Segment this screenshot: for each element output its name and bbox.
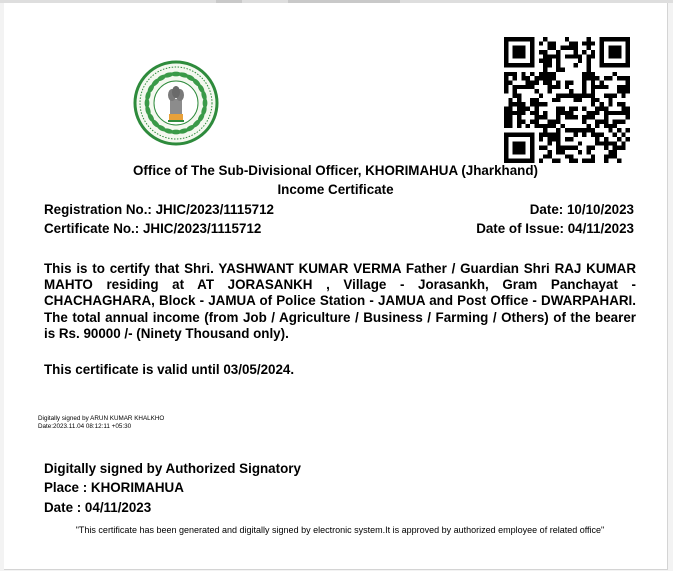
footer-note: "This certificate has been generated and digitally signed by electronic system.It is approved by authorized employee of related office" xyxy=(75,525,605,535)
digital-stamp-name: Digitally signed by ARUN KUMAR KHALKHO xyxy=(38,415,165,422)
registration-date: Date: 10/10/2023 xyxy=(529,202,634,217)
validity-statement: This certificate is valid until 03/05/2024. xyxy=(44,362,295,377)
office-heading: Office of The Sub-Divisional Officer, KHORIMAHUA (Jharkhand) xyxy=(133,163,538,178)
certificate-number: Certificate No.: JHIC/2023/1115712 xyxy=(44,221,262,236)
registration-number: Registration No.: JHIC/2023/1115712 xyxy=(44,202,274,217)
jharkhand-government-emblem-icon xyxy=(132,59,220,147)
date-of-issue: Date of Issue: 04/11/2023 xyxy=(476,221,634,236)
qr-code-icon xyxy=(504,37,630,163)
certification-paragraph: This is to certify that Shri. YASHWANT KUMAR VERMA Father / Guardian Shri RAJ KUMAR MAHTO residing at AT JORASANKH , Village - Jorasankh, Gram Panchayat - CHACHAGHARA, Block - JAMUA of Police Station - JAMUA and Post Office - DWARPAHARI. The total annual income (from Job / Agriculture / Business / Farming / Others) of the bearer is Rs. 90000 /- (Ninety Thousand only). xyxy=(44,261,636,341)
signatory-label: Digitally signed by Authorized Signatory xyxy=(44,461,301,476)
certificate-title: Income Certificate xyxy=(277,182,394,197)
signature-date: Date : 04/11/2023 xyxy=(44,500,152,515)
place-label: Place : KHORIMAHUA xyxy=(44,480,184,495)
certificate-page xyxy=(4,3,668,570)
digital-stamp-date: Date:2023.11.04 08:12:11 +05:30 xyxy=(38,423,132,430)
